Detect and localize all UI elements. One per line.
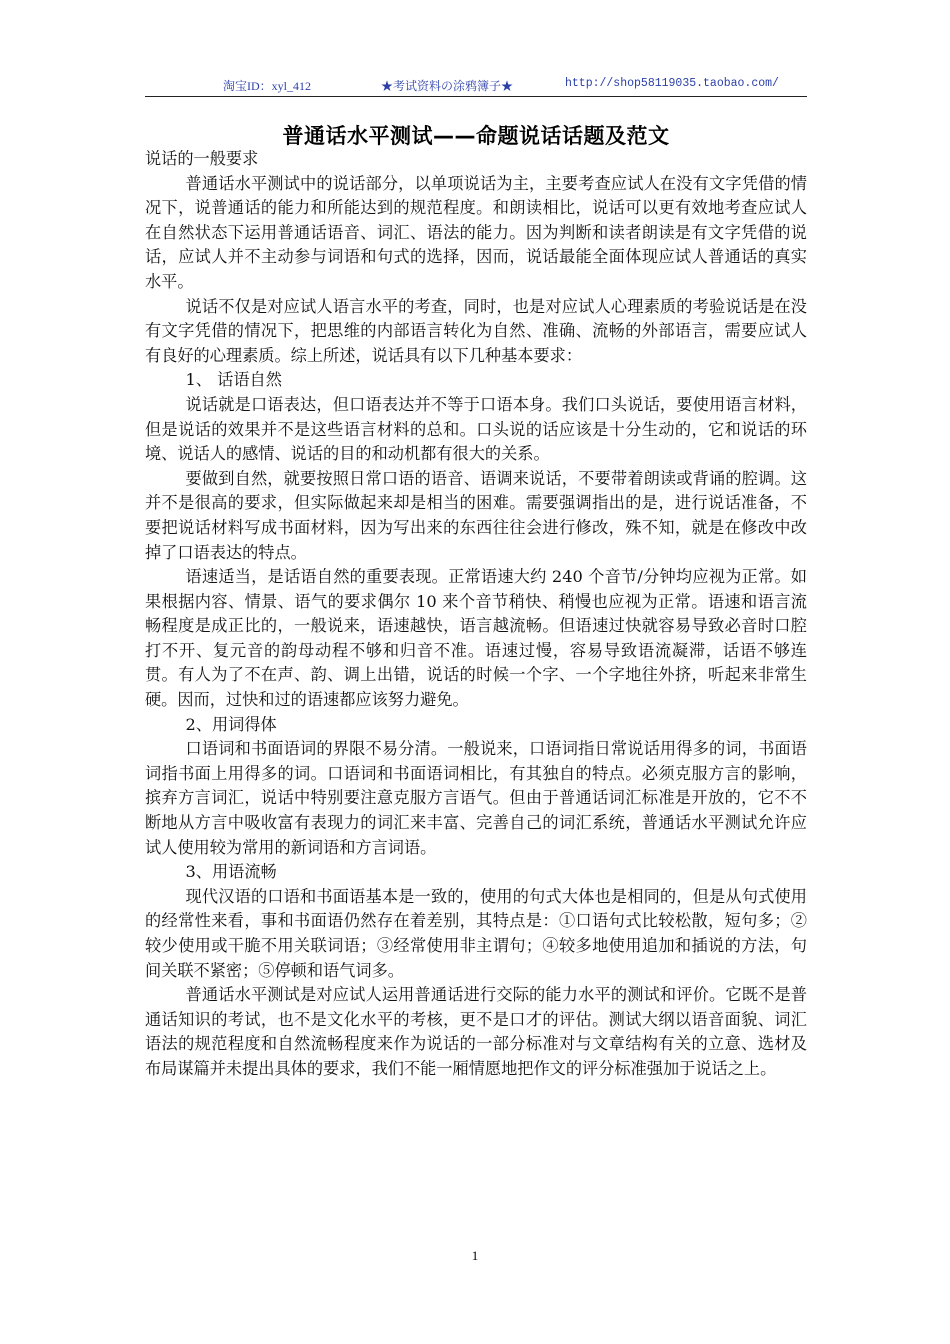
page-number: 1	[471, 1248, 479, 1263]
page-header	[145, 70, 807, 97]
header-taobao-id: 淘宝ID：xyl_412	[223, 79, 311, 93]
paragraph: 语速适当，是话语自然的重要表现。正常语速大约 240 个音节/分钟均应视为正常。如果根据内容、情景、语气的要求偶尔 10 来个音节稍快、稍慢也应视为正常。语速和语言流畅程度是成正比的，一般说来，语速越快，语言越流畅。但语速过快就容易导致必音时口腔打不开、复元音的韵母动程不够和归音不准。语速过慢，容易导致语流凝滞，话语不够连贯。有人为了不在声、韵、调上出错，说话的时候一个字、一个字地往外挤，听起来非常生硬。因而，过快和过的语速都应该努力避免。	[145, 567, 807, 710]
document-body	[145, 147, 807, 1082]
header-shop-url[interactable]: http://shop58119035.taobao.com/	[565, 77, 779, 90]
paragraph: 说话不仅是对应试人语言水平的考查，同时，也是对应试人心理素质的考验说话是在没有文字凭借的情况下，把思维的内部语言转化为自然、准确、流畅的外部语言，需要应试人有良好的心理素质。综上所述，说话具有以下几种基本要求：	[145, 296, 807, 365]
section-heading: 说话的一般要求	[145, 149, 259, 168]
document-title: 普通话水平测试——命题说话话题及范文	[282, 124, 670, 148]
subheading-natural-speech: 1、 话语自然	[185, 370, 282, 390]
subheading-word-choice: 2、用词得体	[185, 714, 277, 734]
header-shop-name: ★考试资料の涂鸦簿子★	[381, 79, 514, 93]
paragraph: 普通话水平测试中的说话部分，以单项说话为主，主要考查应试人在没有文字凭借的情况下，说普通话的能力和所能达到的规范程度。和朗读相比，说话可以更有效地考查应试人在自然状态下运用普通话语音、词汇、语法的能力。因为判断和读者朗读是有文字凭借的说话，应试人并不主动参与词语和句式的选择，因而，说话最能全面体现应试人普通话的真实水平。	[145, 173, 807, 291]
paragraph: 普通话水平测试是对应试人运用普通话进行交际的能力水平的测试和评价。它既不是普通话知识的考试，也不是文化水平的考核，更不是口才的评估。测试大纲以语音面貌、词汇语法的规范程度和自然流畅程度来作为说话的一部分标准对与文章结构有关的立意、选材及布局谋篇并未提出具体的要求，我们不能一厢情愿地把作文的评分标准强加于说话之上。	[145, 985, 807, 1078]
paragraph: 现代汉语的口语和书面语基本是一致的，使用的句式大体也是相同的，但是从句式使用的经常性来看，事和书面语仍然存在着差别，其特点是：①口语句式比较松散，短句多；②较少使用或干脆不用关联词语；③经常使用非主谓句；④较多地使用追加和插说的方法，句间关联不紧密；⑤停顿和语气词多。	[145, 886, 807, 980]
paragraph: 要做到自然，就要按照日常口语的语音、语调来说话，不要带着朗读或背诵的腔调。这并不是很高的要求，但实际做起来却是相当的困难。需要强调指出的是，进行说话准备，不要把说话材料写成书面材料，因为写出来的东西往往会进行修改，殊不知，就是在修改中改掉了口语表达的特点。	[145, 468, 807, 562]
paragraph: 说话就是口语表达，但口语表达并不等于口语本身。我们口头说话，要使用语言材料，但是说话的效果并不是这些语言材料的总和。口头说的话应该是十分生动的，它和说话的环境、说话人的感情、说话的目的和动机都有很大的关系。	[145, 394, 807, 464]
subheading-fluency: 3、用语流畅	[185, 862, 277, 882]
paragraph: 口语词和书面语词的界限不易分清。一般说来，口语词指日常说话用得多的词，书面语词指书面上用得多的词。口语词和书面语词相比，有其独自的特点。必须克服方言的影响，摈弃方言词汇，说话中特别要注意克服方言语气。但由于普通话词汇标准是开放的，它不不断地从方言中吸收富有表现力的词汇来丰富、完善自己的词汇系统，普通话水平测试允许应试人使用较为常用的新词语和方言词语。	[145, 739, 807, 857]
